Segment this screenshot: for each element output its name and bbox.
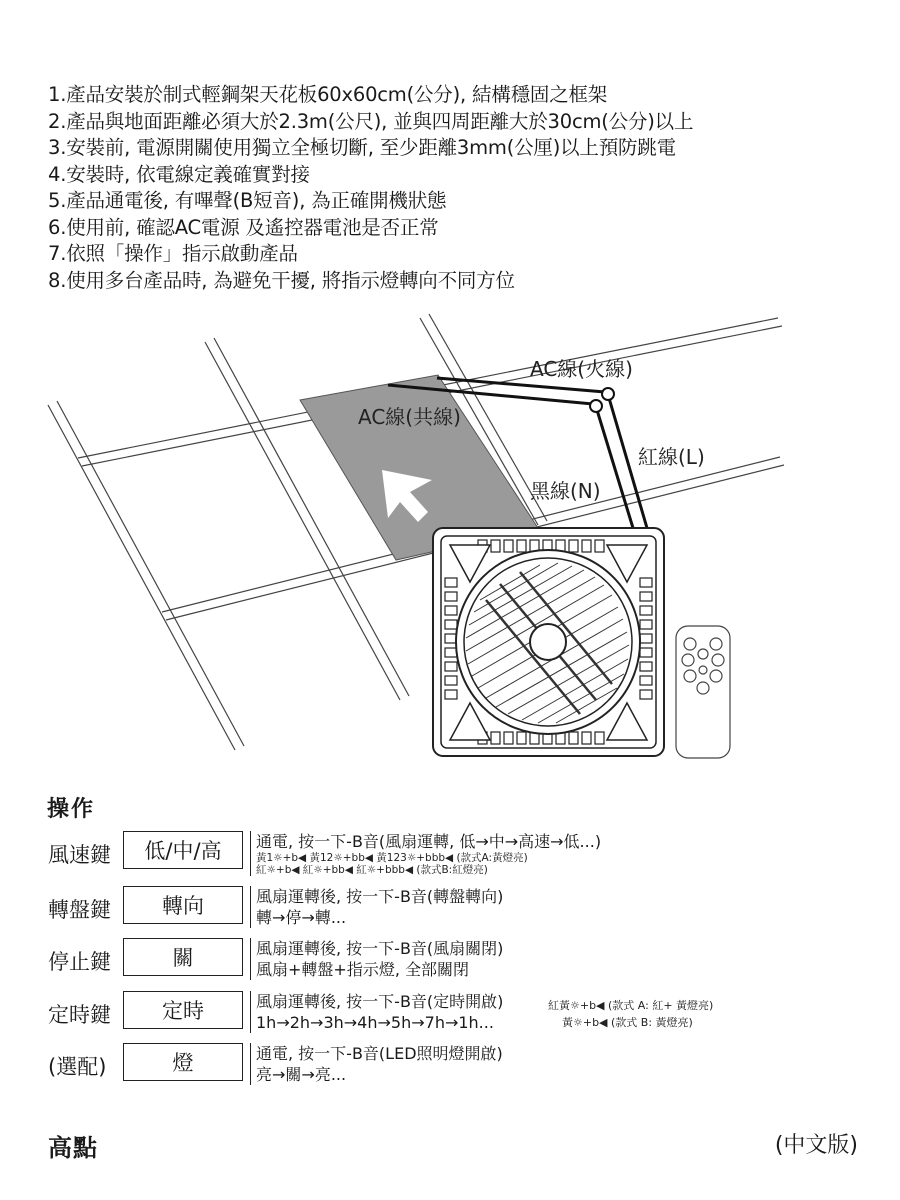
op-key-name: 停止鍵 xyxy=(48,950,111,974)
installation-diagram xyxy=(0,300,900,770)
label-ac-neutral: AC線(共線) xyxy=(358,405,461,429)
op-indicator-line: 黃☼+b◀ (款式 B: 黃燈亮) xyxy=(562,1016,693,1029)
op-desc-line: 通電, 按一下-B音(LED照明燈開啟) xyxy=(256,1044,503,1063)
op-indicator-line: 紅☼+b◀ 紅☼+bb◀ 紅☼+bbb◀ (款式B:紅燈亮) xyxy=(256,864,488,876)
op-row-swivel xyxy=(0,886,900,932)
label-red-wire: 紅線(L) xyxy=(638,445,705,469)
off-button: 關 xyxy=(123,938,243,976)
op-row-timer xyxy=(0,991,900,1037)
timer-button: 定時 xyxy=(123,991,243,1029)
remote-control xyxy=(676,626,730,758)
wire-terminal xyxy=(602,388,614,400)
step-item: 3.安裝前, 電源開關使用獨立全極切斷, 至少距離3mm(公厘)以上預防跳電 xyxy=(48,136,676,159)
step-item: 8.使用多台產品時, 為避免干擾, 將指示燈轉向不同方位 xyxy=(48,268,515,292)
op-description xyxy=(250,831,601,876)
op-indicator-line: 紅黃☼+b◀ (款式 A: 紅+ 黃燈亮) xyxy=(548,999,714,1012)
op-desc-line: 風扇運轉後, 按一下-B音(風扇關閉) xyxy=(256,939,504,958)
op-key-name: 轉盤鍵 xyxy=(48,898,111,922)
step-item: 6.使用前, 確認AC電源 及遙控器電池是否正常 xyxy=(48,215,439,239)
label-black-wire: 黑線(N) xyxy=(530,479,601,503)
fan-speed-button: 低/中/高 xyxy=(123,831,243,869)
light-button: 燈 xyxy=(123,1043,243,1081)
op-desc-line: 通電, 按一下-B音(風扇運轉, 低→中→高速→低...) xyxy=(256,832,602,851)
op-description xyxy=(250,938,503,980)
label-ac-live: AC線(火線) xyxy=(530,357,633,381)
installation-steps xyxy=(48,82,693,294)
op-description xyxy=(250,886,503,928)
op-desc-line: 風扇運轉後, 按一下-B音(定時開啟) xyxy=(256,992,504,1011)
swivel-button: 轉向 xyxy=(123,886,243,924)
op-key-name: (選配) xyxy=(48,1055,107,1079)
step-item: 1.產品安裝於制式輕鋼架天花板60x60cm(公分), 結構穩固之框架 xyxy=(48,83,608,106)
op-row-stop xyxy=(0,938,900,984)
step-item: 5.產品通電後, 有嗶聲(B短音), 為正確開機狀態 xyxy=(48,189,447,212)
wire-terminal xyxy=(590,400,602,412)
op-description xyxy=(250,991,503,1033)
brand-logo: 高點 xyxy=(48,1133,98,1162)
op-desc-line: 亮→關→亮... xyxy=(256,1065,347,1084)
op-desc-line: 風扇運轉後, 按一下-B音(轉盤轉向) xyxy=(256,887,504,906)
step-item: 2.產品與地面距離必須大於2.3m(公尺), 並與四周距離大於30cm(公分)以上 xyxy=(48,109,694,133)
op-indicator-line: 黃1☼+b◀ 黃12☼+bb◀ 黃123☼+bbb◀ (款式A:黃燈亮) xyxy=(256,852,528,864)
op-desc-line: 轉→停→轉... xyxy=(256,908,347,927)
step-item: 4.安裝時, 依電線定義確實對接 xyxy=(48,162,310,186)
op-desc-line: 風扇+轉盤+指示燈, 全部關閉 xyxy=(256,960,469,979)
ceiling-fan-unit xyxy=(433,528,664,756)
op-key-name: 風速鍵 xyxy=(48,843,111,867)
op-row-light xyxy=(0,1043,900,1089)
operation-title: 操作 xyxy=(47,797,96,822)
op-description xyxy=(250,1043,503,1085)
op-desc-line: 1h→2h→3h→4h→5h→7h→1h... xyxy=(256,1013,494,1032)
version-label: (中文版) xyxy=(774,1133,858,1158)
op-key-name: 定時鍵 xyxy=(48,1003,111,1027)
op-row-fan-speed xyxy=(0,831,900,877)
step-item: 7.依照「操作」指示啟動產品 xyxy=(48,242,298,265)
